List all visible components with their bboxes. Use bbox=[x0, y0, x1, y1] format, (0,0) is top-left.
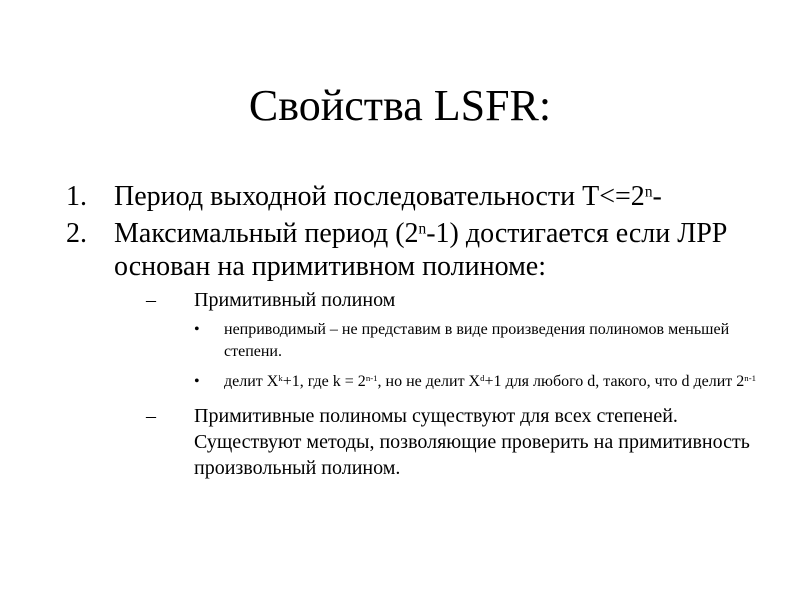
bullet-item-divides bbox=[194, 371, 766, 393]
superscript: d bbox=[480, 373, 485, 384]
bullet-list bbox=[194, 319, 766, 393]
superscript: n bbox=[644, 183, 653, 201]
superscript: n-1 bbox=[365, 373, 378, 384]
bullet-text-part: , но не делит X bbox=[377, 373, 481, 390]
item-text-part: - bbox=[652, 181, 662, 212]
item-text-part: -1) достигается если ЛРР основан на примитивном полиноме: bbox=[114, 218, 728, 282]
item-number: 2. bbox=[66, 218, 87, 249]
item-text-part: Максимальный период (2 bbox=[114, 218, 419, 249]
item-number: 1. bbox=[66, 181, 87, 212]
dash-marker: – bbox=[146, 405, 156, 427]
dash-item-text: Примитивные полиномы существуют для всех степеней. Существуют методы, позволяющие проверить на примитивность произвольный полином. bbox=[194, 405, 750, 479]
bullet-text-part: +1 для любого d, такого, что d делит 2 bbox=[484, 373, 745, 390]
numbered-item-2 bbox=[66, 217, 766, 481]
dash-item-primitive-polynomial bbox=[146, 287, 766, 393]
superscript: k bbox=[278, 373, 283, 384]
superscript: n bbox=[418, 220, 427, 238]
numbered-item-1 bbox=[66, 180, 766, 213]
dash-list bbox=[146, 287, 766, 481]
bullet-text: неприводимый – не представим в виде произведения полиномов меньшей степени. bbox=[224, 321, 730, 360]
bullet-item-irreducible bbox=[194, 319, 766, 363]
dash-marker: – bbox=[146, 289, 156, 311]
bullet-text-part: +1, где k = 2 bbox=[282, 373, 366, 390]
dash-item-text: Примитивный полином bbox=[194, 289, 396, 311]
bullet-marker: • bbox=[194, 321, 200, 338]
dash-item-existence bbox=[146, 403, 766, 481]
slide-title: Свойства LSFR: bbox=[248, 81, 552, 130]
numbered-list bbox=[66, 180, 766, 487]
item-text-part: Период выходной последовательности T<=2 bbox=[114, 181, 645, 212]
bullet-text-part: делит X bbox=[224, 373, 279, 390]
bullet-marker: • bbox=[194, 373, 200, 390]
superscript: n-1 bbox=[744, 373, 757, 384]
